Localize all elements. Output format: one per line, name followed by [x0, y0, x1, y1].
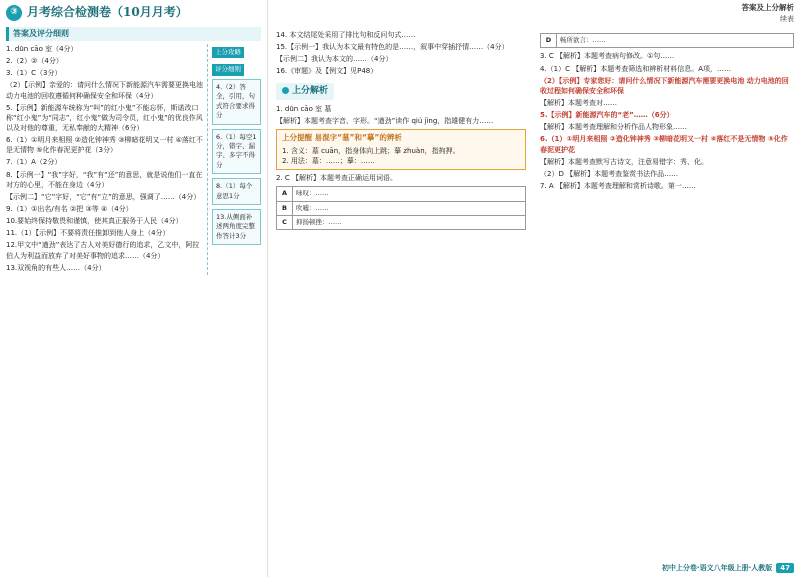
bullet-icon [282, 87, 289, 94]
answer-line: 1. dūn cāo 室 墓 [276, 104, 332, 113]
answer-line: 2. C 【解析】本题考查正确运用词语。 [276, 174, 398, 183]
analysis-band [276, 83, 334, 100]
answer-line: 10.要始终保持敬畏和谨慎，使其真正服务于人民（4分） [6, 217, 183, 226]
scoring-note: 8.（1）每个意思1分 [212, 178, 261, 205]
table-row [277, 216, 526, 230]
tip-line: 2. 用法：墓：……；摹：…… [282, 156, 375, 165]
option-table [276, 186, 526, 230]
table-row [277, 187, 526, 201]
tip-title: 上分提醒 易混字“墓”和“摹”的辨析 [282, 132, 402, 142]
page-number: 47 [776, 563, 794, 573]
tip-box [276, 129, 526, 170]
analysis-band-label: 上分解析 [292, 85, 329, 96]
header-title: 答案及上分解析 [741, 3, 794, 12]
section-heading: 答案及评分细则 [6, 27, 261, 41]
exam-title: 月考综合检测卷（10月月考） [27, 5, 188, 19]
answer-line: 【解析】本题考查默写古诗文，注意易错字：秀、化。 [540, 157, 708, 166]
answer-line: 【解析】本题考查理解和分析作品人物形象…… [540, 123, 687, 132]
answer-line: 9.（1）①出名/有名 ②把 ③等 ④（4分） [6, 204, 133, 213]
option-text: 抑扬顿挫：…… [293, 216, 526, 230]
right-column [534, 0, 800, 577]
answer-line: 15.【示例一】我认为本文最有特色的是……，叙事中穿插抒情……（4分） [276, 43, 509, 52]
answer-list [6, 44, 207, 275]
option-text: 畅所欲言：…… [557, 34, 794, 48]
middle-column [270, 0, 532, 577]
answer-line: 6.（1）①明月来相照 ②造化钟神秀 ③柳暗花明又一村 ④落红不是无情物 ⑤化作春泥更护花（3分） [6, 136, 203, 155]
left-content [6, 44, 261, 275]
footer-text: 初中上分卷·语文八年级上册·人教版 [661, 563, 773, 572]
exam-number-badge: ③ [6, 5, 22, 21]
answer-line: 6.（1）①明月来相照 ②造化钟神秀 ③柳暗花明又一村 ④落红不是无情物 ⑤化作春泥更护花 [540, 135, 788, 154]
header-subtitle: 续表 [780, 14, 794, 23]
answer-line: 3.（1）C（3分） [6, 69, 62, 78]
answer-line: 【示例二】我认为本文的……（4分） [276, 55, 393, 64]
scoring-note: 6.（1）每空1分，错字、漏字、多字不得分 [212, 129, 261, 175]
option-text: 吹嘘：…… [293, 201, 526, 215]
answer-line: （2）【示例】专家您好：请问什么情况下新能源汽车需要更换电池 动力电池的回收过程如何确保安全和环保 [540, 76, 789, 95]
answer-line: 7. A 【解析】本题考查理解和赏析诗歌。第一…… [540, 181, 696, 190]
answer-line: 16.《审题》及【例文】见P48） [276, 67, 378, 76]
scoring-sidebar [207, 44, 261, 275]
answer-line: 13.双视角的有些人……（4分） [6, 263, 106, 272]
option-key: B [277, 201, 293, 215]
option-key: D [541, 34, 557, 48]
answer-line: 【解析】本题考查对…… [540, 98, 617, 107]
answer-line: 5.【示例】新能源汽车的“老”……（6分） [540, 111, 674, 120]
sidebar-subtag: 评分细则 [212, 64, 244, 75]
answer-line: （2）D 【解析】本题考查鉴赏书法作品…… [540, 169, 679, 178]
answer-line: 4.（1）C 【解析】本题考查筛选和辨析材料信息。A项，…… [540, 64, 732, 73]
option-table [540, 33, 794, 48]
option-text: 咏叹：…… [293, 187, 526, 201]
scoring-note: 13.从侧面补述两角度完整作答计3分 [212, 209, 261, 245]
sidebar-tag: 上分攻略 [212, 47, 244, 58]
left-column [0, 0, 268, 577]
answer-line: 2.（2）②（4分） [6, 57, 63, 66]
answer-detail: 【解析】本题考查字音、字形。“遒劲”读作 qiú jìng，指雄健有力…… [276, 116, 494, 125]
answer-line: 7.（1）A（2分） [6, 158, 62, 167]
answer-line: 3. C 【解析】本题考查病句修改。①句…… [540, 52, 675, 61]
table-row [541, 34, 794, 48]
answer-line: 8.【示例一】“我”字好，“我”有“还”的意思，就是说他们一直在对方的心里，不能在身边（4分） [6, 170, 203, 189]
answer-line: 14. 本文结尾处采用了排比句和反问句式…… [276, 31, 416, 39]
answer-line: 11.（1）【示例】不要将责任推卸到他人身上（4分） [6, 229, 170, 238]
page-footer [662, 563, 794, 573]
option-key: C [277, 216, 293, 230]
tip-line: 1. 含义：墓 cuān，指身体向上跳；摹 zhuàn，指拘押。 [282, 146, 460, 155]
exam-title-bar [6, 4, 261, 21]
answer-line: 1. dūn cāo 室（4分） [6, 44, 78, 53]
answer-line: 5.【示例】新能源车统称为“叫”的红小鬼”不能忘怀，斯诺改口称“红小鬼”为“同志”，红小鬼”做为司令员，红小鬼”的优良作风以及对他的尊重，无私奉献的大精神（6分） [6, 103, 203, 132]
answer-line: （2）【示例】亲爱的：请问什么情况下新能源汽车需要更换电池 动力电池的回收遵循何种确保安全和环保（4分） [6, 81, 203, 100]
option-key: A [277, 187, 293, 201]
table-row [277, 201, 526, 215]
answer-line: 12.甲文中“遒劲”表达了古人对美好德行的追求，乙文中，阿拉伯人为利益而放弃了对美好事物的追求……（4分） [6, 241, 200, 260]
scoring-note: 4.（2）答全，引用，句式符合要求得分 [212, 79, 261, 125]
answer-line: 【示例二】“它”字好，“它”有“立”的意思，强调了……（4分） [6, 192, 201, 201]
